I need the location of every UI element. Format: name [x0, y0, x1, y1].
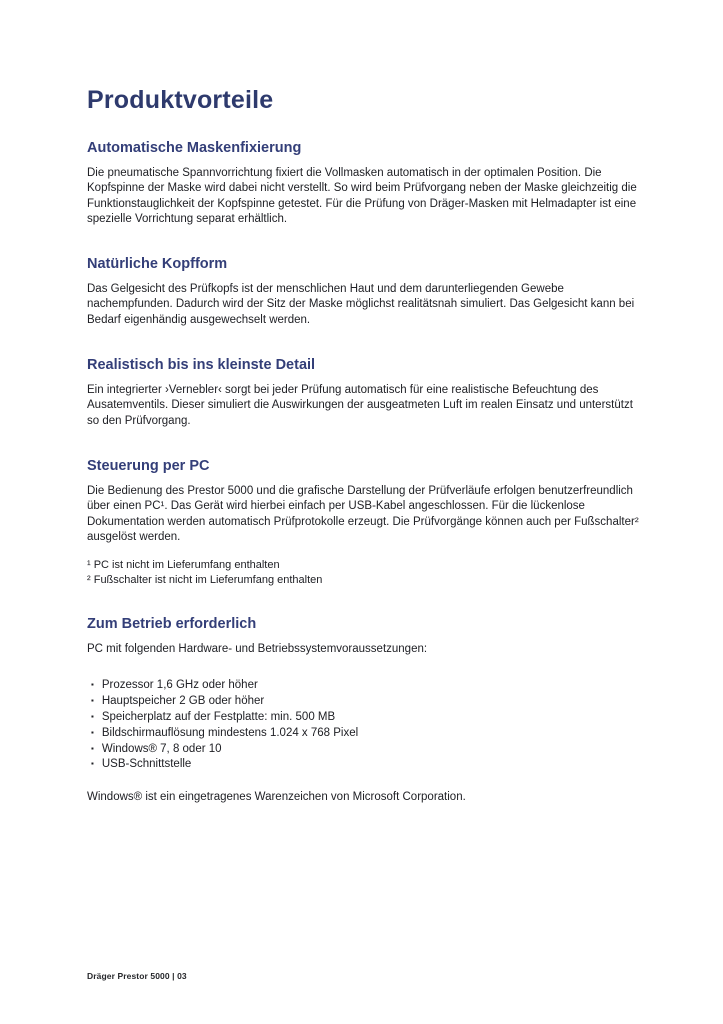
- section-heading: Natürliche Kopfform: [87, 256, 228, 273]
- list-item-text: Bildschirmauflösung mindestens 1.024 x 768 Pixel: [101, 726, 359, 739]
- section-heading: Automatische Maskenfixierung: [87, 140, 302, 156]
- list-item-text: Windows® 7, 8 oder 10: [101, 742, 222, 755]
- list-item: [91, 757, 639, 773]
- section-heading: Zum Betrieb erforderlich: [87, 616, 257, 633]
- square-bullet-icon: ▪: [91, 743, 94, 753]
- footnote-pc: ¹ PC ist nicht im Lieferumfang enthalten: [87, 559, 280, 572]
- list-item: [91, 678, 639, 694]
- section-paragraph: Das Gelgesicht des Prüfkopfs ist der menschlichen Haut und dem darunterliegenden Gewebe nachempfunden. Dadurch wird der Sitz der Maske möglichst realitätsnah simuliert. Das Gelgesicht kann bei Bedarf eigenhändig ausgewechselt werden.: [87, 283, 635, 326]
- section-paragraph: PC mit folgenden Hardware- und Betriebssystemvoraussetzungen:: [87, 643, 428, 656]
- list-item-text: Speicherplatz auf der Festplatte: min. 500 MB: [101, 711, 336, 724]
- section-heading: Steuerung per PC: [87, 457, 210, 474]
- square-bullet-icon: ▪: [91, 712, 94, 722]
- footnotes: [87, 558, 639, 587]
- section-paragraph: Die Bedienung des Prestor 5000 und die grafische Darstellung der Prüfverläufe erfolgen benutzerfreundlich über einen PC¹. Das Gerät wird hierbei einfach per USB-Kabel angeschlossen. Für die lückenlose Dokumentation werden automatisch Prüfprotokolle erzeugt. Die Prüfvorgänge können auch per Fußschalter² ausgelöst werden.: [87, 484, 639, 543]
- section-realistisch-detail: [87, 357, 639, 429]
- list-item-text: Prozessor 1,6 GHz oder höher: [101, 679, 258, 692]
- list-item: [91, 742, 639, 758]
- list-item-text: Hauptspeicher 2 GB oder höher: [101, 695, 265, 708]
- section-heading: Realistisch bis ins kleinste Detail: [87, 357, 316, 374]
- page-title: Produktvorteile: [87, 86, 274, 114]
- list-item: [91, 694, 639, 710]
- list-item: [91, 726, 639, 742]
- section-paragraph: Die pneumatische Spannvorrichtung fixiert die Vollmasken automatisch in der optimalen Position. Die Kopfspinne der Maske wird dabei nicht verstellt. So wird beim Prüfvorgang neben der Maske gleichzeitig die Funktionstauglichkeit der Kopfspinne getestet. Für die Prüfung von Dräger-Masken mit Helmadapter ist eine spezielle Vorrichtung separat erhältlich.: [87, 167, 637, 225]
- trademark-note: Windows® ist ein eingetragenes Warenzeichen von Microsoft Corporation.: [87, 791, 466, 804]
- square-bullet-icon: ▪: [91, 680, 94, 690]
- list-item: [91, 710, 639, 726]
- section-zum-betrieb-erforderlich: [87, 616, 639, 805]
- square-bullet-icon: ▪: [91, 696, 94, 706]
- section-automatische-maskenfixierung: [87, 140, 639, 227]
- square-bullet-icon: ▪: [91, 727, 94, 737]
- square-bullet-icon: ▪: [91, 759, 94, 769]
- footnote-fussschalter: ² Fußschalter ist nicht im Lieferumfang enthalten: [87, 573, 323, 586]
- section-paragraph: Ein integrierter ›Vernebler‹ sorgt bei jeder Prüfung automatisch für eine realistische Befeuchtung des Ausatemventils. Dieser simuliert die Auswirkungen der ausgeatmeten Luft im realen Einsatz und unterstützt so den Prüfvorgang.: [87, 384, 633, 427]
- list-item-text: USB-Schnittstelle: [101, 758, 192, 771]
- page-footer: Dräger Prestor 5000 | 03: [87, 971, 187, 981]
- section-natuerliche-kopfform: [87, 256, 639, 328]
- section-steuerung-per-pc: [87, 458, 639, 587]
- requirements-list: [87, 678, 639, 773]
